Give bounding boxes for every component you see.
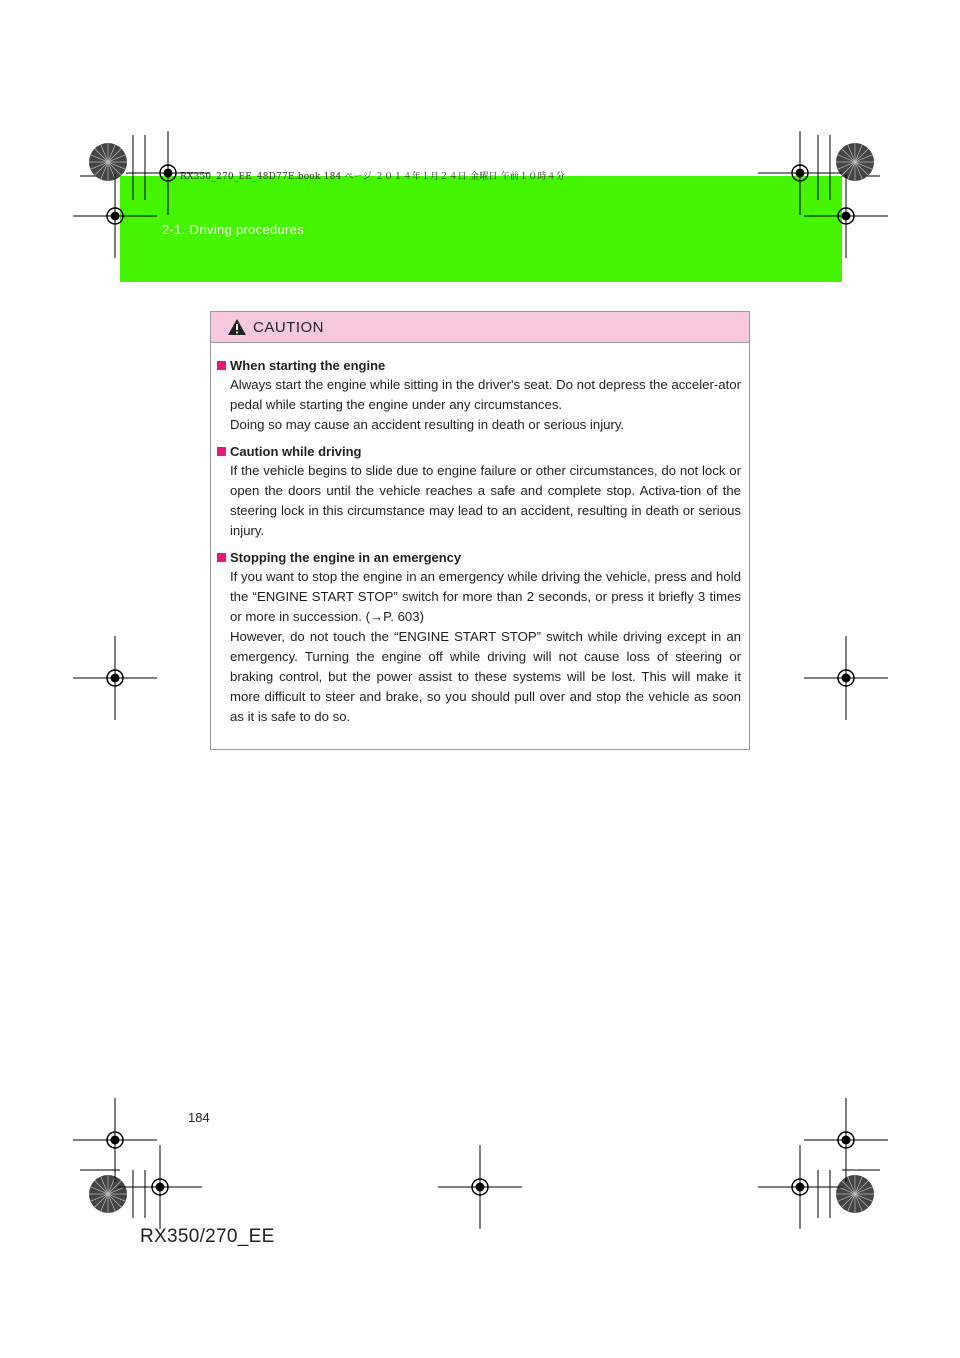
caution-header [211,312,749,343]
section-title: 2-1. Driving procedures [162,222,305,237]
caution-item-heading [217,355,741,375]
caution-body [211,343,749,727]
caution-item-heading-text: Caution while driving [230,443,362,459]
caution-item-heading-text: Stopping the engine in an emergency [230,549,462,565]
caution-item-text: However, do not touch the “ENGINE START STOP” switch while driving except in an emergency. Turning the engine off while driving will not cause loss of steering or braking control, but the power assist to these systems will be lost. This will make it more difficult to steer and brake, so you should pull over and stop the vehicle as soon as it is safe to do so. [230,629,741,724]
model-code: RX350/270_EE [140,1226,275,1247]
caution-box [210,311,750,750]
caution-item-text: Always start the engine while sitting in the driver's seat. Do not depress the acceler-ator pedal while starting the engine under any circumstances. [230,377,741,412]
caution-item-text: If the vehicle begins to slide due to engine failure or other circumstances, do not lock or open the doors until the vehicle reaches a safe and complete stop. Activa-tion of the steering lock in this circumstance may lead to an accident, resulting in death or serious injury. [230,463,741,538]
caution-item-heading [217,441,741,461]
bullet-square-icon [217,361,226,370]
caution-item-text: If you want to stop the engine in an emergency while driving the vehicle, press and hold the “ENGINE START STOP” switch for more than 2 seconds, or press it briefly 3 times or more in succession. (→P. 603) [230,569,741,624]
page-number: 184 [188,1110,210,1125]
bullet-square-icon [217,447,226,456]
caution-title: CAUTION [253,318,324,336]
caution-item-heading-text: When starting the engine [230,357,386,373]
caution-item-heading [217,547,741,567]
book-file-info: RX350_270_EE_48D77E.book 184 ページ ２０１４年１月２４日 金曜日 午前１０時４分 [180,172,566,182]
bullet-square-icon [217,553,226,562]
caution-item-text: Doing so may cause an accident resulting in death or serious injury. [230,417,625,432]
warning-triangle-icon [227,318,247,336]
